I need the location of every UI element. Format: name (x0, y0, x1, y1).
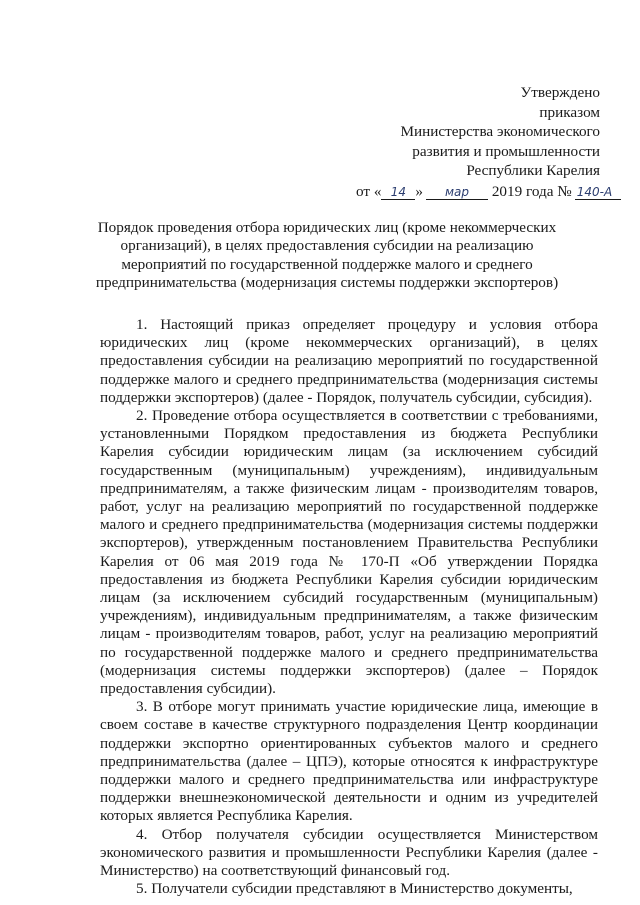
order-date-number (356, 182, 621, 202)
paragraph: 3. В отборе могут принимать участие юридические лица, имеющие в своем составе в качестве структурного подразделения Центр координации поддержки экспортно ориентированных субъектов малого и среднего предпринимательства (далее – ЦПЭ), которые относятся к инфраструктуре поддержки малого и среднего предпринимательства или инфраструктуре поддержки внешнеэкономической деятельности и одним из учредителей которых является Республика Карелия. (100, 698, 598, 825)
approval-line: Утверждено (520, 84, 600, 101)
paragraph: 4. Отбор получателя субсидии осуществляется Министерством экономического развития и промышленности Республики Карелия (далее - Министерство) на соответствующий финансовый год. (100, 825, 598, 880)
order-year-text: 2019 года № (491, 183, 572, 200)
paragraph: 1. Настоящий приказ определяет процедуру и условия отбора юридических лиц (кроме некоммерческих организаций), в целях предоставления субсидии на реализацию мероприятий по государственной поддержке малого и среднего предпринимательства (модернизация системы поддержки экспортеров) (далее - Порядок, получатель субсидии, субсидия). (100, 316, 598, 406)
paragraph: 2. Проведение отбора осуществляется в соответствии с требованиями, установленными Порядком предоставления из бюджета Республики Карелия субсидии юридическим лицам (за исключением субсидий государственным (муниципальным) учреждениям), индивидуальным предпринимателям, а также физическим лицам - производителям товаров, работ, услуг на реализацию мероприятий по государственной поддержке малого и среднего предпринимательства (модернизация системы поддержки экспортеров), утвержденным постановлением Правительства Республики Карелия от 06 мая 2019 года № 170-П «Об утверждении Порядка предоставления из бюджета Республики Карелия субсидии юридическим лицам (за исключением субсидий государственным (муниципальным) учреждениям), индивидуальным предпринимателям, а также физическим лицам - производителям товаров, работ, услуг на реализацию мероприятий по государственной поддержке малого и среднего предпринимательства (модернизация системы поддержки экспортеров) (далее – Порядок предоставления субсидии). (100, 407, 598, 698)
document-body (100, 316, 598, 899)
order-month-handwritten: мар (426, 186, 488, 200)
approval-block (400, 83, 600, 181)
approval-line: Министерства экономического (400, 123, 600, 141)
order-number-handwritten: 140-А (575, 186, 621, 200)
order-day-handwritten: 14 (381, 186, 415, 200)
approval-line: приказом (539, 103, 600, 121)
approval-line: развития и промышленности (412, 142, 600, 160)
order-prefix: от « (356, 183, 382, 200)
document-title: Порядок проведения отбора юридических лиц (кроме некоммерческих организаций), в целях предоставления субсидии на реализацию мероприятий по государственной поддержке малого и среднего предпринимательства (модернизация системы поддержки экспортеров) (95, 219, 559, 292)
paragraph: 5. Получатели субсидии представляют в Министерство документы, (136, 880, 573, 898)
approval-line: Республики Карелия (466, 162, 600, 180)
order-quote-close: » (415, 183, 424, 200)
